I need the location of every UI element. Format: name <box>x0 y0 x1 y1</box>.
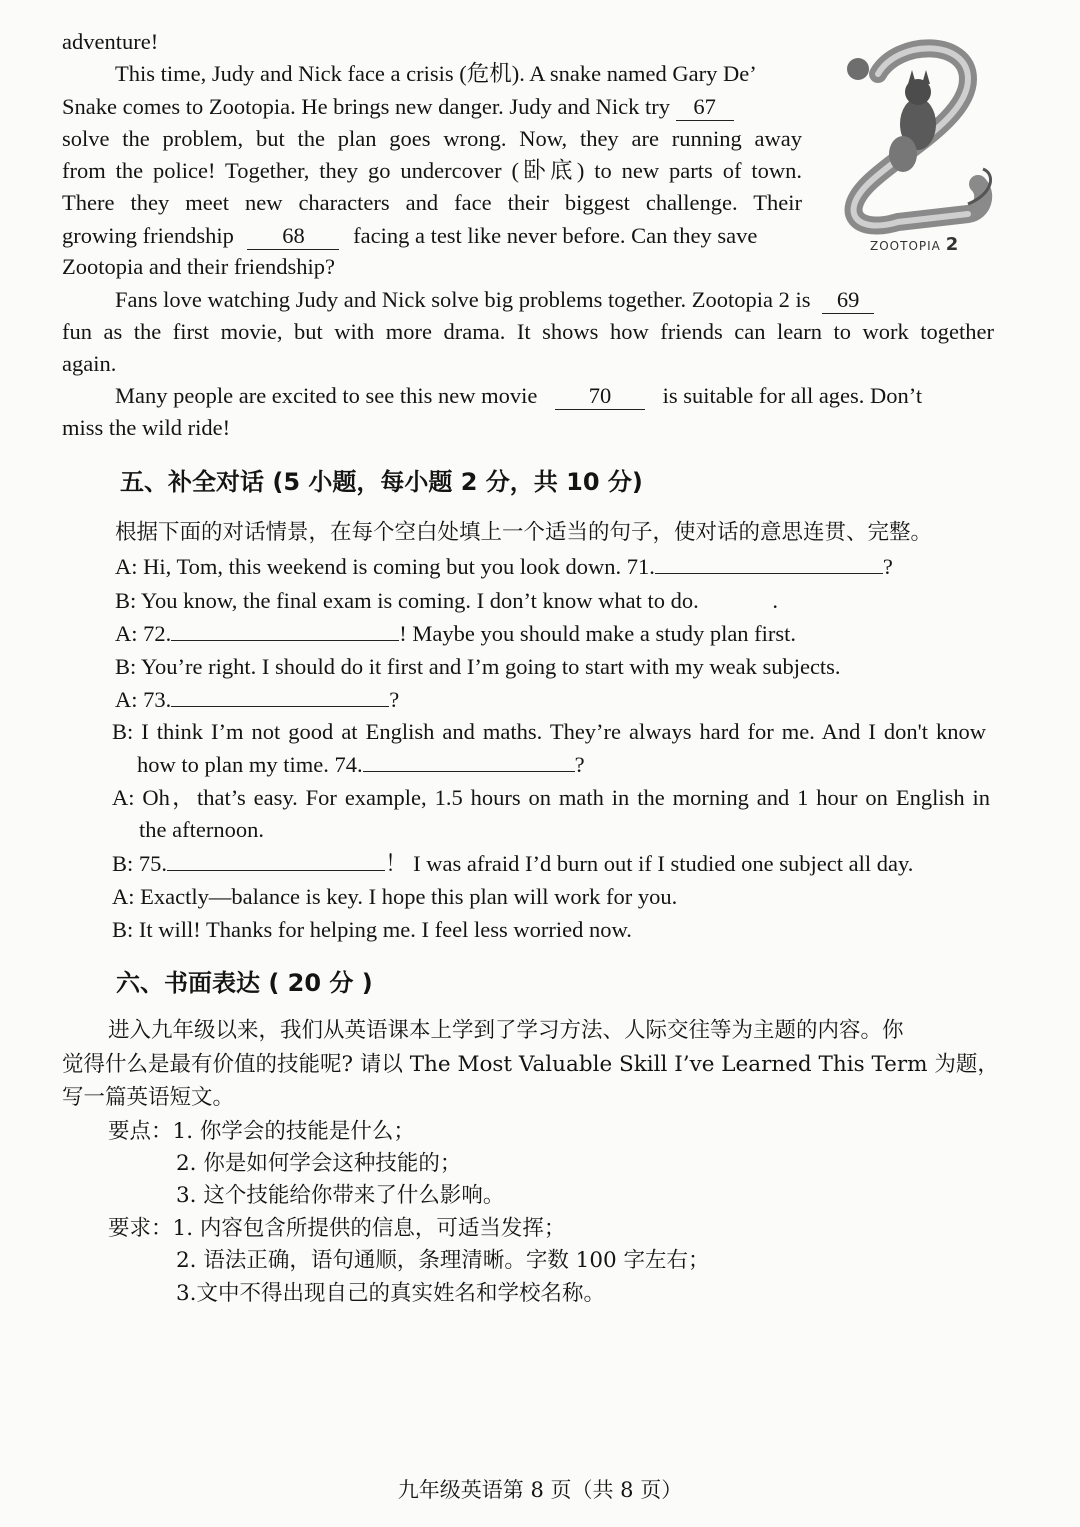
blank-73[interactable] <box>171 706 389 707</box>
key-points <box>108 1117 415 1147</box>
writing-prompt: 写一篇英语短文。 <box>62 1085 235 1110</box>
passage-text: facing a test like never before. Can they save <box>353 223 758 248</box>
dialogue-text: ? <box>389 687 400 712</box>
blank-69[interactable]: 69 <box>822 287 874 314</box>
writing-prompt: 进入九年级以来，我们从英语课本上学到了学习方法、人际交往等为主题的内容。你 <box>108 1018 904 1043</box>
passage-line: from the police! Together, they go undercover (卧底) to new parts of town. <box>62 158 802 183</box>
dialogue-line <box>112 849 913 879</box>
dialogue-line: the afternoon. <box>139 817 264 842</box>
dialogue-line <box>115 552 893 582</box>
passage-line: solve the problem, but the plan goes wrong. Now, they are running away <box>62 126 802 151</box>
passage-line: Zootopia and their friendship? <box>62 254 336 279</box>
page-footer: 九年级英语第 8 页（共 8 页） <box>397 1478 683 1502</box>
passage-line: fun as the first movie, but with more drama. It shows how friends can learn to work together <box>62 319 994 344</box>
writing-prompt: 觉得什么是最有价值的技能呢? 请以 The Most Valuable Skill I’ve Learned This Term 为题， <box>62 1052 999 1077</box>
dialogue-line <box>137 750 585 780</box>
requirements-label: 要求： <box>108 1216 173 1241</box>
blank-67[interactable]: 67 <box>676 94 734 121</box>
dialogue-line <box>115 586 778 616</box>
dialogue-line <box>115 619 796 649</box>
blank-70[interactable]: 70 <box>555 383 645 410</box>
passage-line <box>62 92 734 122</box>
key-points-label: 要点： <box>108 1119 173 1144</box>
dialogue-line: A: Oh，that’s easy. For example, 1.5 hours on math in the morning and 1 hour on English in <box>112 785 990 810</box>
passage-line <box>115 381 922 411</box>
section6-heading: 六、书面表达 ( 20 分 ) <box>116 969 373 997</box>
requirement: 3.文中不得出现自己的真实姓名和学校名称。 <box>176 1281 606 1306</box>
requirement: 2. 语法正确，语句通顺，条理清晰。字数 100 字左右； <box>176 1248 710 1273</box>
blank-71[interactable] <box>655 573 883 574</box>
requirement: 1. 内容包含所提供的信息，可适当发挥； <box>172 1216 566 1241</box>
passage-text: growing friendship <box>62 223 234 248</box>
key-point: 2. 你是如何学会这种技能的； <box>176 1151 462 1176</box>
dialogue-text: ? <box>882 554 893 579</box>
dialogue-text: A: Hi, Tom, this weekend is coming but you look down. 71. <box>115 554 655 579</box>
blank-74[interactable] <box>363 771 575 772</box>
passage-line <box>62 221 757 251</box>
dialogue-line <box>115 685 399 715</box>
zootopia-2-art-icon <box>818 34 996 266</box>
passage-line: This time, Judy and Nick face a crisis (危机). A snake named Gary De’ <box>115 61 757 86</box>
blank-72[interactable] <box>171 640 399 641</box>
key-point: 1. 你学会的技能是什么； <box>172 1119 415 1144</box>
zootopia-illustration <box>818 34 996 266</box>
passage-line: There they meet new characters and face their biggest challenge. Their <box>62 190 802 215</box>
passage-text: is suitable for all ages. Don’t <box>662 383 923 408</box>
dialogue-text: how to plan my time. 74. <box>137 752 363 777</box>
passage-line <box>115 285 874 315</box>
dialogue-line: A: Exactly—balance is key. I hope this plan will work for you. <box>112 884 678 909</box>
passage-text: Fans love watching Judy and Nick solve big problems together. Zootopia 2 is <box>115 287 811 312</box>
passage-line: miss the wild ride! <box>62 415 231 440</box>
passage-text: Snake comes to Zootopia. He brings new danger. Judy and Nick try <box>62 94 670 119</box>
dialogue-text: ! Maybe you should make a study plan first. <box>399 621 797 646</box>
dialogue-text: ? <box>574 752 585 777</box>
passage-line: adventure! <box>62 29 159 54</box>
requirements <box>108 1214 565 1244</box>
blank-68[interactable]: 68 <box>247 223 339 250</box>
dialogue-text: ！ I was afraid I’d burn out if I studied one subject all day. <box>385 851 914 876</box>
zootopia-logo: ZOOTOPIA <box>870 239 941 253</box>
dialogue-line: B: I think I’m not good at English and maths. They’re always hard for me. And I don't know <box>112 719 986 744</box>
zootopia-numeral: 2 <box>945 234 960 255</box>
dialogue-text: B: You know, the final exam is coming. I don’t know what to do. <box>115 588 699 613</box>
blank-75[interactable] <box>167 870 385 871</box>
passage-line: again. <box>62 351 117 376</box>
key-point: 3. 这个技能给你带来了什么影响。 <box>176 1183 505 1208</box>
dialogue-text: B: 75. <box>112 851 168 876</box>
passage-text: Many people are excited to see this new movie <box>115 383 538 408</box>
section5-heading: 五、补全对话 (5 小题，每小题 2 分，共 10 分) <box>120 468 643 496</box>
section5-instruction: 根据下面的对话情景，在每个空白处填上一个适当的句子，使对话的意思连贯、完整。 <box>115 520 933 545</box>
dialogue-text: A: 72. <box>115 621 172 646</box>
dialogue-text: A: 73. <box>115 687 172 712</box>
dialogue-text: . <box>772 588 778 613</box>
dialogue-line: B: You’re right. I should do it first and I’m going to start with my weak subjects. <box>115 654 841 679</box>
dialogue-line: B: It will! Thanks for helping me. I feel less worried now. <box>112 917 632 942</box>
